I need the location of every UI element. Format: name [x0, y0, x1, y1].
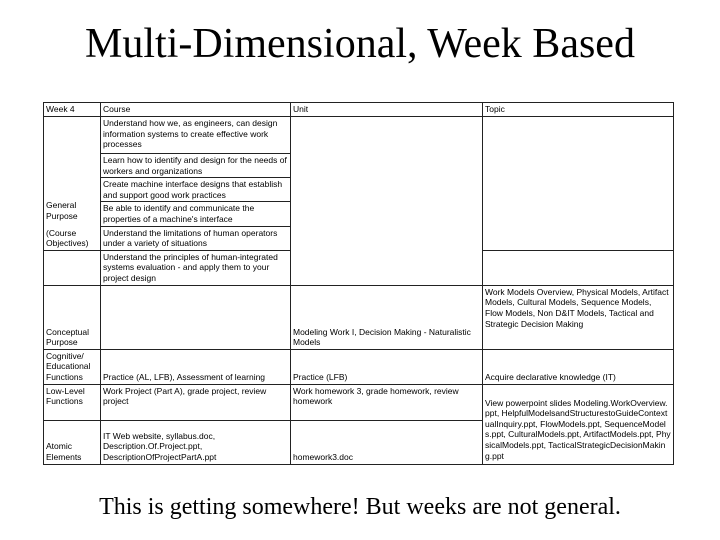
course-objective-2: Learn how to identify and design for the needs of workers and organizations	[101, 154, 291, 178]
general-purpose-topic-spacer	[483, 250, 674, 285]
table-row-conceptual-purpose	[44, 285, 674, 349]
course-objective-5: Understand the limitations of human operators under a variety of situations	[101, 226, 291, 250]
general-purpose-unit-cell	[291, 117, 483, 286]
low-level-functions-label: Low-Level Functions	[44, 384, 101, 420]
conceptual-purpose-unit: Modeling Work I, Decision Making - Naturalistic Models	[291, 285, 483, 349]
low-level-functions-topic-text: View powerpoint slides Modeling.WorkOverview.ppt, HelpfulModelsandStructurestoGuideContextualInquiry.ppt, FlowModels.ppt, SequenceModels.ppt, CulturalModels.ppt, ArtifactModels.ppt, PhysicalModels.ppt, TacticalStrategicDecisionMaking.ppt	[485, 397, 671, 461]
course-objective-1: Understand how we, as engineers, can design information systems to create effective work processes	[101, 117, 291, 154]
atomic-elements-label: Atomic Elements	[44, 420, 101, 464]
header-topic: Topic	[483, 103, 674, 117]
cognitive-functions-topic: Acquire declarative knowledge (IT)	[483, 349, 674, 384]
table-row-cognitive-functions	[44, 349, 674, 384]
header-unit: Unit	[291, 103, 483, 117]
slide-title: Multi-Dimensional, Week Based	[85, 21, 635, 67]
cognitive-functions-unit: Practice (LFB)	[291, 349, 483, 384]
low-level-functions-unit: Work homework 3, grade homework, review homework	[291, 384, 483, 420]
conceptual-purpose-course	[101, 285, 291, 349]
table-row-low-level-functions	[44, 384, 674, 420]
general-purpose-label-cell	[44, 117, 101, 251]
general-purpose-topic-cell	[483, 117, 674, 251]
cognitive-functions-course: Practice (AL, LFB), Assessment of learning	[101, 349, 291, 384]
atomic-elements-course: IT Web website, syllabus.doc, Description.Of.Project.ppt, DescriptionOfProjectPartA.ppt	[101, 420, 291, 464]
header-week: Week 4	[44, 103, 101, 117]
atomic-elements-unit: homework3.doc	[291, 420, 483, 464]
general-purpose-label-spacer	[44, 250, 101, 285]
conceptual-purpose-label: Conceptual Purpose	[44, 285, 101, 349]
header-course: Course	[101, 103, 291, 117]
course-objective-3: Create machine interface designs that establish and support good work practices	[101, 178, 291, 202]
conceptual-purpose-topic: Work Models Overview, Physical Models, Artifact Models, Cultural Models, Sequence Models, Flow Models, Non D&IT Models, Tactical and Strategic Decision Making	[483, 285, 674, 349]
general-purpose-label: General Purpose	[46, 200, 78, 221]
course-objective-4: Be able to identify and communicate the properties of a machine's interface	[101, 202, 291, 226]
cognitive-functions-label: Cognitive/ Educational Functions	[44, 349, 101, 384]
slide-footer-caption: This is getting somewhere! But weeks are not general.	[99, 494, 621, 520]
general-purpose-sublabel: (Course Objectives)	[46, 227, 89, 249]
table-header-row	[44, 103, 674, 117]
table-row-objective-1	[44, 117, 674, 154]
course-structure-table	[43, 102, 674, 465]
low-level-functions-topic	[483, 384, 674, 464]
low-level-functions-course: Work Project (Part A), grade project, review project	[101, 384, 291, 420]
course-objective-6: Understand the principles of human-integrated systems evaluation - and apply them to your project design	[101, 250, 291, 285]
